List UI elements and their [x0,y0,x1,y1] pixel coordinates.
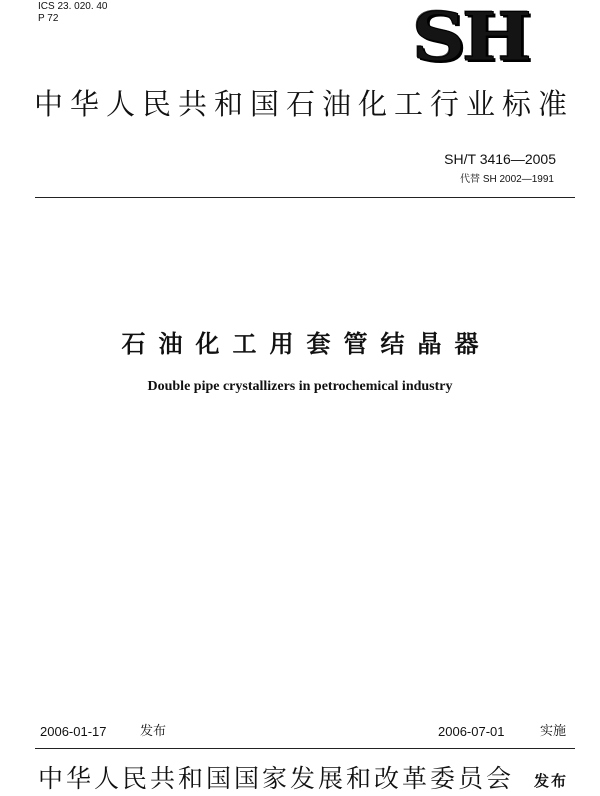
issuing-authority-label: 发布 [534,772,569,790]
standard-number: SH/T 3416—2005 [444,151,556,167]
issue-label: 发布 [140,724,167,739]
document-title-chinese: 石油化工用套管结晶器 [121,330,492,358]
top-divider [35,197,575,198]
bottom-divider [35,748,575,749]
ccs-code: P 72 [38,13,59,24]
sh-logo: SH [412,0,529,76]
effective-label: 实施 [540,724,567,739]
ics-code: ICS 23. 020. 40 [38,1,108,12]
issuing-authority: 中华人民共和国国家发展和改革委员会 [38,764,515,793]
standard-category-title: 中华人民共和国石油化工行业标准 [34,87,575,121]
effective-date: 2006-07-01 [438,724,505,739]
issue-date: 2006-01-17 [40,724,107,739]
document-title-english: Double pipe crystallizers in petrochemical industry [147,379,453,394]
replaces-standard: 代替 SH 2002—1991 [460,174,554,185]
